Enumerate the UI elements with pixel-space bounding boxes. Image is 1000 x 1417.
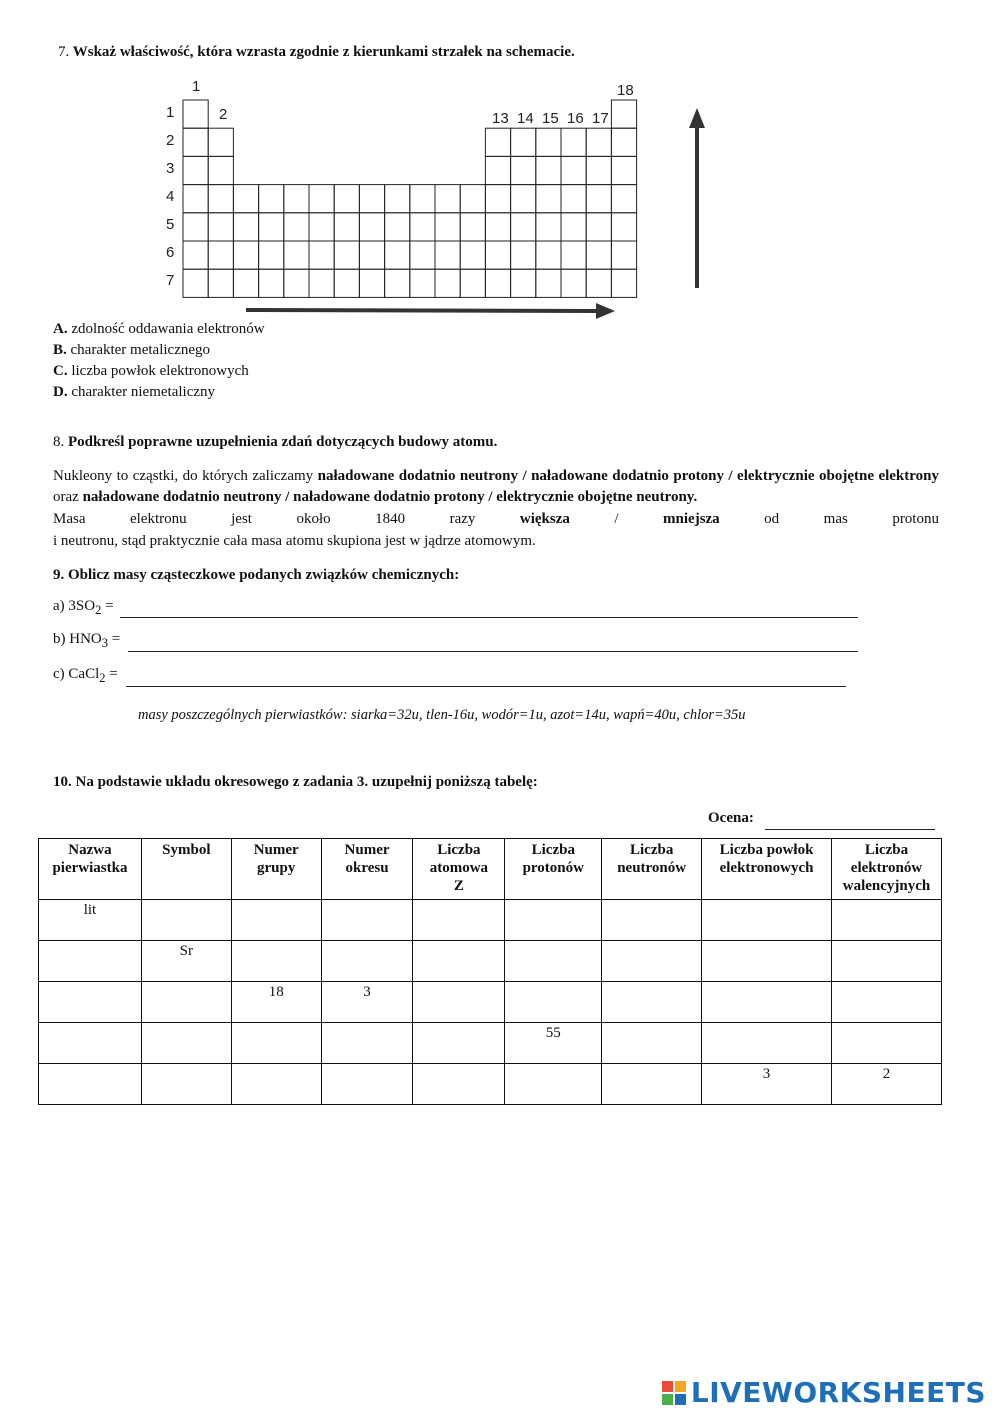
- table-cell[interactable]: [39, 941, 142, 982]
- table-cell[interactable]: [702, 941, 832, 982]
- table-cell: [460, 241, 485, 269]
- table-cell[interactable]: lit: [39, 900, 142, 941]
- table-cell[interactable]: [413, 982, 505, 1023]
- q8-text-2: oraz: [53, 489, 79, 505]
- table-cell: [561, 213, 586, 241]
- period-label-6: 6: [166, 244, 175, 261]
- table-cell[interactable]: [321, 900, 413, 941]
- q8-line-3: [53, 509, 939, 530]
- group-label-16: 16: [567, 110, 584, 127]
- equals: =: [108, 631, 121, 647]
- logo-block: [662, 1394, 673, 1405]
- table-cell: [511, 241, 536, 269]
- table-cell[interactable]: 2: [831, 1064, 941, 1105]
- header-protons: Liczba protonów: [505, 839, 602, 900]
- table-cell: [309, 185, 334, 213]
- q9-item-a: [53, 596, 114, 621]
- table-cell: [233, 213, 258, 241]
- group-label-17: 17: [592, 110, 609, 127]
- table-cell[interactable]: [413, 900, 505, 941]
- group-label-15: 15: [542, 110, 559, 127]
- table-cell: [183, 128, 208, 156]
- table-cell[interactable]: [702, 1023, 832, 1064]
- word: protonu: [892, 511, 939, 527]
- table-cell[interactable]: [39, 1064, 142, 1105]
- q8-choice-2[interactable]: naładowane dodatnio neutrony / naładowane dodatnio protony / elektrycznie obojętne neutrony.: [82, 489, 698, 505]
- group-label-2: 2: [219, 106, 228, 123]
- table-cell[interactable]: [413, 1064, 505, 1105]
- table-cell[interactable]: [231, 900, 321, 941]
- word: jest: [231, 511, 252, 527]
- grade-label: Ocena:: [708, 810, 754, 826]
- table-cell: [208, 241, 233, 269]
- q8-choice-wieksza[interactable]: większa: [519, 511, 570, 527]
- q8-paragraph: [53, 466, 939, 508]
- table-cell: [586, 185, 611, 213]
- table-row: [39, 900, 942, 941]
- table-cell[interactable]: [831, 982, 941, 1023]
- header-element-name: Nazwa pierwiastka: [39, 839, 142, 900]
- table-cell: [561, 241, 586, 269]
- table-cell: [259, 185, 284, 213]
- table-cell: [536, 156, 561, 184]
- logo-text: LIVEWORKSHEETS: [690, 1376, 986, 1409]
- arrow-right-icon: [596, 303, 615, 319]
- table-cell[interactable]: [141, 1064, 231, 1105]
- table-cell: [208, 156, 233, 184]
- word: około: [296, 511, 331, 527]
- q7-option-b[interactable]: [53, 342, 210, 359]
- table-cell[interactable]: [321, 1064, 413, 1105]
- table-cell: [536, 269, 561, 297]
- table-cell: [309, 241, 334, 269]
- equals: =: [101, 598, 114, 614]
- period-label-5: 5: [166, 216, 175, 233]
- table-cell: [586, 269, 611, 297]
- table-cell[interactable]: [505, 982, 602, 1023]
- table-cell[interactable]: [831, 941, 941, 982]
- table-cell: [435, 213, 460, 241]
- q9-item-c: [53, 664, 118, 689]
- table-cell[interactable]: [141, 900, 231, 941]
- table-cell: [536, 128, 561, 156]
- table-cell: [511, 156, 536, 184]
- formula: a) 3SO: [53, 598, 96, 614]
- table-cell: [410, 213, 435, 241]
- table-cell: [385, 185, 410, 213]
- header-valence-electrons: Liczba elektronów walencyjnych: [831, 839, 941, 900]
- table-cell[interactable]: [602, 1023, 702, 1064]
- table-cell[interactable]: Sr: [141, 941, 231, 982]
- table-cell[interactable]: [831, 900, 941, 941]
- table-cell: [233, 269, 258, 297]
- table-cell: [208, 269, 233, 297]
- table-cell[interactable]: [602, 982, 702, 1023]
- option-letter: C.: [53, 363, 68, 379]
- table-header-row: [39, 839, 942, 900]
- table-cell: [410, 269, 435, 297]
- table-cell: [359, 241, 384, 269]
- logo-block: [662, 1381, 673, 1392]
- table-cell: [485, 269, 510, 297]
- q8-line-4: i neutronu, stąd praktycznie cała masa atomu skupiona jest w jądrze atomowym.: [53, 533, 536, 549]
- table-cell: [460, 213, 485, 241]
- table-cell: [183, 213, 208, 241]
- table-cell: [183, 241, 208, 269]
- table-cell: [536, 185, 561, 213]
- logo-block: [675, 1381, 686, 1392]
- table-cell: [511, 128, 536, 156]
- table-cell: [183, 269, 208, 297]
- table-cell: [435, 241, 460, 269]
- table-cell: [485, 213, 510, 241]
- table-cell: [611, 213, 636, 241]
- header-shells: Liczba powłok elektronowych: [702, 839, 832, 900]
- option-letter: B.: [53, 342, 67, 358]
- table-cell[interactable]: [702, 900, 832, 941]
- group-label-18: 18: [617, 82, 634, 99]
- answer-line-b[interactable]: [128, 651, 858, 652]
- table-cell: [611, 269, 636, 297]
- table-cell: [561, 128, 586, 156]
- table-cell[interactable]: [602, 900, 702, 941]
- table-cell: [410, 241, 435, 269]
- answer-line-a[interactable]: [120, 617, 858, 618]
- table-cell[interactable]: [505, 900, 602, 941]
- table-cell: [561, 269, 586, 297]
- table-cell: [561, 156, 586, 184]
- table-cell[interactable]: [321, 941, 413, 982]
- table-cell[interactable]: [141, 1023, 231, 1064]
- q8-choice-1[interactable]: naładowane dodatnio neutrony / naładowane dodatnio protony / elektrycznie obojętne elektrony: [317, 468, 939, 484]
- table-cell: [611, 185, 636, 213]
- group-label-13: 13: [492, 110, 509, 127]
- option-text: charakter metalicznego: [66, 342, 211, 358]
- table-cell: [183, 156, 208, 184]
- word: 1840: [375, 511, 406, 527]
- periodic-table-schematic: [0, 0, 1000, 330]
- table-cell[interactable]: [505, 1064, 602, 1105]
- table-cell: [259, 213, 284, 241]
- table-cell[interactable]: [702, 982, 832, 1023]
- q9-masses-note: masy poszczególnych pierwiastków: siarka=32u, tlen-16u, wodór=1u, azot=14u, wapń=40u, chlor=35u: [138, 707, 746, 723]
- table-cell[interactable]: 55: [505, 1023, 602, 1064]
- header-group-number: Numer grupy: [231, 839, 321, 900]
- logo-block: [675, 1394, 686, 1405]
- table-cell: [284, 269, 309, 297]
- table-cell: [284, 185, 309, 213]
- q7-option-a[interactable]: [53, 321, 265, 338]
- table-cell: [410, 185, 435, 213]
- table-cell: [359, 213, 384, 241]
- table-cell: [334, 185, 359, 213]
- table-cell: [309, 269, 334, 297]
- table-cell: [208, 213, 233, 241]
- table-cell: [586, 213, 611, 241]
- q8-text-1: Nukleony to cząstki, do których zaliczamy: [53, 468, 314, 484]
- table-cell: [586, 241, 611, 269]
- period-label-3: 3: [166, 160, 175, 177]
- table-cell[interactable]: [39, 1023, 142, 1064]
- table-cell[interactable]: [505, 941, 602, 982]
- header-atomic-number: Liczba atomowa Z: [413, 839, 505, 900]
- table-row: [39, 1064, 942, 1105]
- table-cell: [208, 185, 233, 213]
- table-cell: [586, 128, 611, 156]
- table-cell[interactable]: [141, 982, 231, 1023]
- table-cell[interactable]: [231, 1023, 321, 1064]
- period-label-7: 7: [166, 272, 175, 289]
- period-label-2: 2: [166, 132, 175, 149]
- word: razy: [449, 511, 476, 527]
- option-text: liczba powłok elektronowych: [67, 363, 249, 379]
- table-cell: [511, 269, 536, 297]
- table-cell: [233, 185, 258, 213]
- word: od: [764, 511, 780, 527]
- table-cell: [611, 100, 636, 128]
- periodic-table-grid: [0, 0, 1000, 330]
- period-label-4: 4: [166, 188, 175, 205]
- option-text: charakter niemetaliczny: [67, 384, 216, 400]
- table-cell: [511, 185, 536, 213]
- arrow-up-icon: [689, 108, 705, 128]
- table-row: [39, 982, 942, 1023]
- q8-heading: [53, 434, 497, 451]
- q8-choice-mniejsza[interactable]: mniejsza: [663, 511, 720, 527]
- table-cell: [435, 185, 460, 213]
- table-cell[interactable]: 18: [231, 982, 321, 1023]
- table-cell: [359, 269, 384, 297]
- group-label-14: 14: [517, 110, 534, 127]
- table-cell: [485, 185, 510, 213]
- table-cell[interactable]: [602, 1064, 702, 1105]
- table-cell: [536, 241, 561, 269]
- table-cell[interactable]: [231, 1064, 321, 1105]
- table-cell: [611, 156, 636, 184]
- element-table: [38, 838, 942, 1105]
- table-cell: [183, 185, 208, 213]
- table-cell: [385, 269, 410, 297]
- formula: c) CaCl: [53, 666, 100, 682]
- period-label-1: 1: [166, 104, 175, 121]
- table-cell: [485, 128, 510, 156]
- table-cell[interactable]: [831, 1023, 941, 1064]
- formula-subscript: 2: [95, 603, 102, 617]
- table-cell: [259, 241, 284, 269]
- table-cell: [385, 213, 410, 241]
- q9-item-b: [53, 629, 120, 654]
- table-cell: [511, 213, 536, 241]
- header-symbol: Symbol: [141, 839, 231, 900]
- table-cell: [334, 269, 359, 297]
- table-cell: [309, 213, 334, 241]
- table-cell[interactable]: [321, 1023, 413, 1064]
- table-cell: [284, 241, 309, 269]
- header-neutrons: Liczba neutronów: [602, 839, 702, 900]
- word: mas: [823, 511, 848, 527]
- formula-subscript: 2: [99, 671, 106, 685]
- table-cell: [561, 185, 586, 213]
- table-cell: [586, 156, 611, 184]
- table-cell: [485, 241, 510, 269]
- q8-number: 8.: [53, 434, 65, 450]
- q7-number: 7.: [58, 44, 70, 60]
- answer-line-c[interactable]: [126, 686, 846, 687]
- table-cell: [536, 213, 561, 241]
- grade-line[interactable]: [765, 829, 935, 830]
- header-period-number: Numer okresu: [321, 839, 413, 900]
- table-cell[interactable]: [413, 1023, 505, 1064]
- formula: b) HNO: [53, 631, 102, 647]
- table-row: [39, 1023, 942, 1064]
- q7-title: Wskaż właściwość, która wzrasta zgodnie z kierunkami strzałek na schemacie.: [72, 44, 575, 60]
- table-row: [39, 941, 942, 982]
- table-cell[interactable]: [39, 982, 142, 1023]
- table-cell: [460, 185, 485, 213]
- table-cell: [233, 241, 258, 269]
- table-cell: [334, 213, 359, 241]
- table-cell: [611, 128, 636, 156]
- q10-title: 10. Na podstawie układu okresowego z zadania 3. uzupełnij poniższą tabelę:: [53, 774, 538, 790]
- table-cell: [183, 100, 208, 128]
- equals: =: [105, 666, 118, 682]
- table-cell: [208, 128, 233, 156]
- table-cell: [435, 269, 460, 297]
- table-cell: [284, 213, 309, 241]
- table-cell: [611, 241, 636, 269]
- word: Masa: [53, 511, 86, 527]
- option-letter: A.: [53, 321, 68, 337]
- table-cell: [359, 185, 384, 213]
- liveworksheets-logo: [662, 1376, 986, 1409]
- table-cell: [334, 241, 359, 269]
- table-cell[interactable]: [231, 941, 321, 982]
- logo-blocks-icon: [662, 1381, 686, 1405]
- word: /: [614, 511, 619, 527]
- table-cell[interactable]: [413, 941, 505, 982]
- table-cell[interactable]: 3: [702, 1064, 832, 1105]
- q7-option-c[interactable]: [53, 363, 249, 380]
- table-cell[interactable]: 3: [321, 982, 413, 1023]
- word: elektronu: [129, 511, 187, 527]
- table-cell: [460, 269, 485, 297]
- q7-option-d[interactable]: [53, 384, 215, 401]
- table-cell: [485, 156, 510, 184]
- horizontal-arrow: [246, 310, 598, 311]
- table-cell[interactable]: [602, 941, 702, 982]
- option-text: zdolność oddawania elektronów: [67, 321, 265, 337]
- table-cell: [385, 241, 410, 269]
- group-label-1: 1: [192, 78, 201, 95]
- q8-title: Podkreśl poprawne uzupełnienia zdań dotyczących budowy atomu.: [68, 434, 498, 450]
- formula-subscript: 3: [101, 636, 108, 650]
- table-cell: [259, 269, 284, 297]
- q9-title: 9. Oblicz masy cząsteczkowe podanych związków chemicznych:: [53, 567, 460, 583]
- option-letter: D.: [53, 384, 68, 400]
